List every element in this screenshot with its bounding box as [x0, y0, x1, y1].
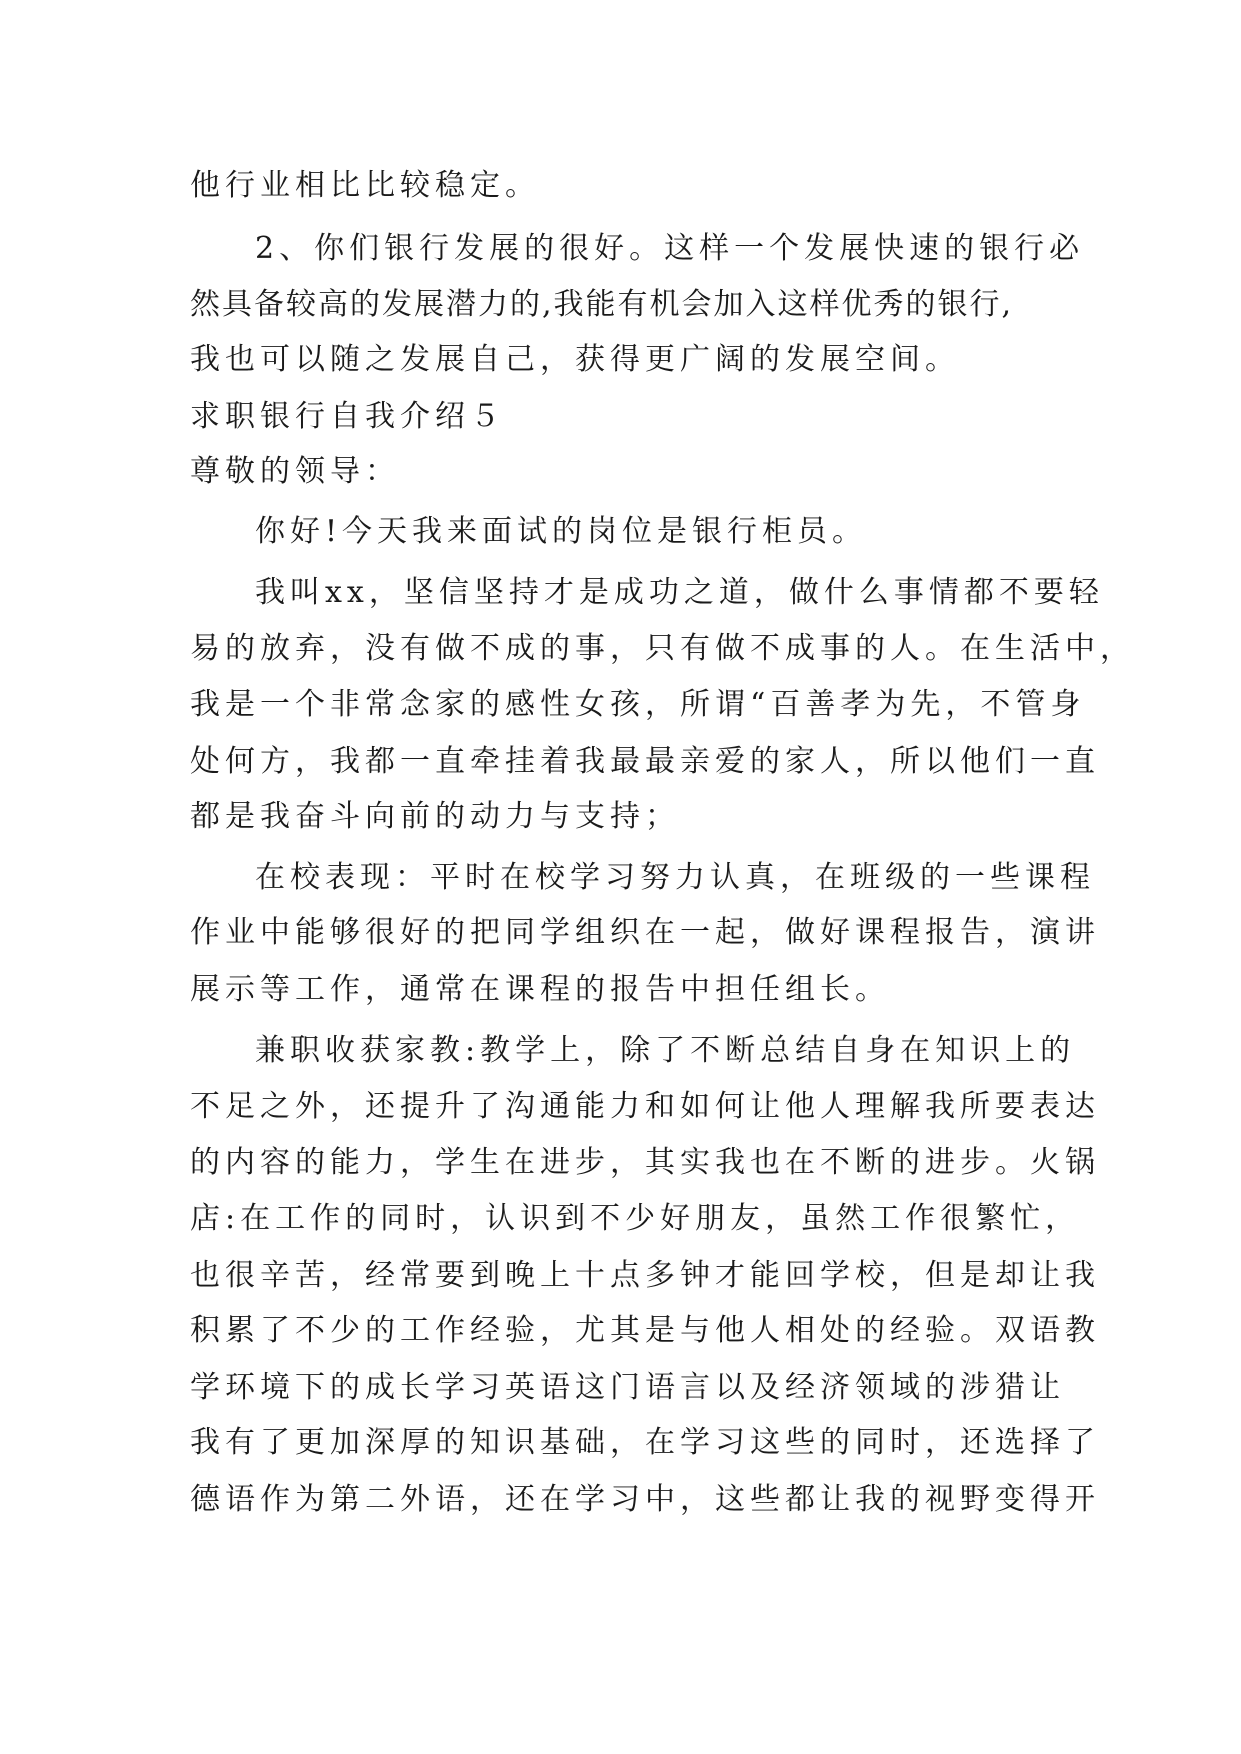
salutation: 尊敬的领导： [190, 454, 400, 489]
paragraph-line: 积累了不少的工作经验，尤其是与他人相处的经验。双语教 [190, 1313, 1100, 1348]
paragraph-line: 店:在工作的同时，认识到不少好朋友，虽然工作很繁忙， [190, 1201, 1081, 1236]
paragraph-line: 我叫xx，坚信坚持才是成功之道，做什么事情都不要轻 [255, 575, 1104, 610]
paragraph-line: 德语作为第二外语，还在学习中，这些都让我的视野变得开 [190, 1482, 1100, 1517]
paragraph-line: 我有了更加深厚的知识基础，在学习这些的同时，还选择了 [190, 1425, 1100, 1460]
paragraph-line: 在校表现：平时在校学习努力认真，在班级的一些课程 [255, 860, 1095, 895]
paragraph-line: 你好!今天我来面试的岗位是银行柜员。 [255, 514, 868, 549]
paragraph-line: 展示等工作，通常在课程的报告中担任组长。 [190, 972, 890, 1007]
section-heading: 求职银行自我介绍５ [190, 399, 505, 434]
paragraph-line: 不足之外，还提升了沟通能力和如何让他人理解我所要表达 [190, 1089, 1100, 1124]
paragraph-line: 兼职收获家教:教学上，除了不断总结自身在知识上的 [255, 1033, 1076, 1068]
paragraph-line: 作业中能够很好的把同学组织在一起，做好课程报告，演讲 [190, 915, 1100, 950]
paragraph-line: 我也可以随之发展自己，获得更广阔的发展空间。 [190, 342, 960, 377]
paragraph-line: 2、你们银行发展的很好。这样一个发展快速的银行必 [255, 231, 1085, 266]
paragraph-line: 学环境下的成长学习英语这门语言以及经济领域的涉猎让 [190, 1370, 1065, 1405]
paragraph-line: 的内容的能力，学生在进步，其实我也在不断的进步。火锅 [190, 1145, 1100, 1180]
paragraph-line: 他行业相比比较稳定。 [190, 168, 540, 203]
paragraph-line: 我是一个非常念家的感性女孩，所谓“百善孝为先，不管身 [190, 687, 1086, 722]
paragraph-line: 都是我奋斗向前的动力与支持； [190, 799, 680, 834]
paragraph-line: 然具备较高的发展潜力的,我能有机会加入这样优秀的银行, [190, 287, 1014, 322]
paragraph-line: 也很辛苦，经常要到晚上十点多钟才能回学校，但是却让我 [190, 1258, 1100, 1293]
paragraph-line: 易的放弃，没有做不成的事，只有做不成事的人。在生活中， [190, 631, 1135, 666]
paragraph-line: 处何方，我都一直牵挂着我最最亲爱的家人，所以他们一直 [190, 744, 1100, 779]
